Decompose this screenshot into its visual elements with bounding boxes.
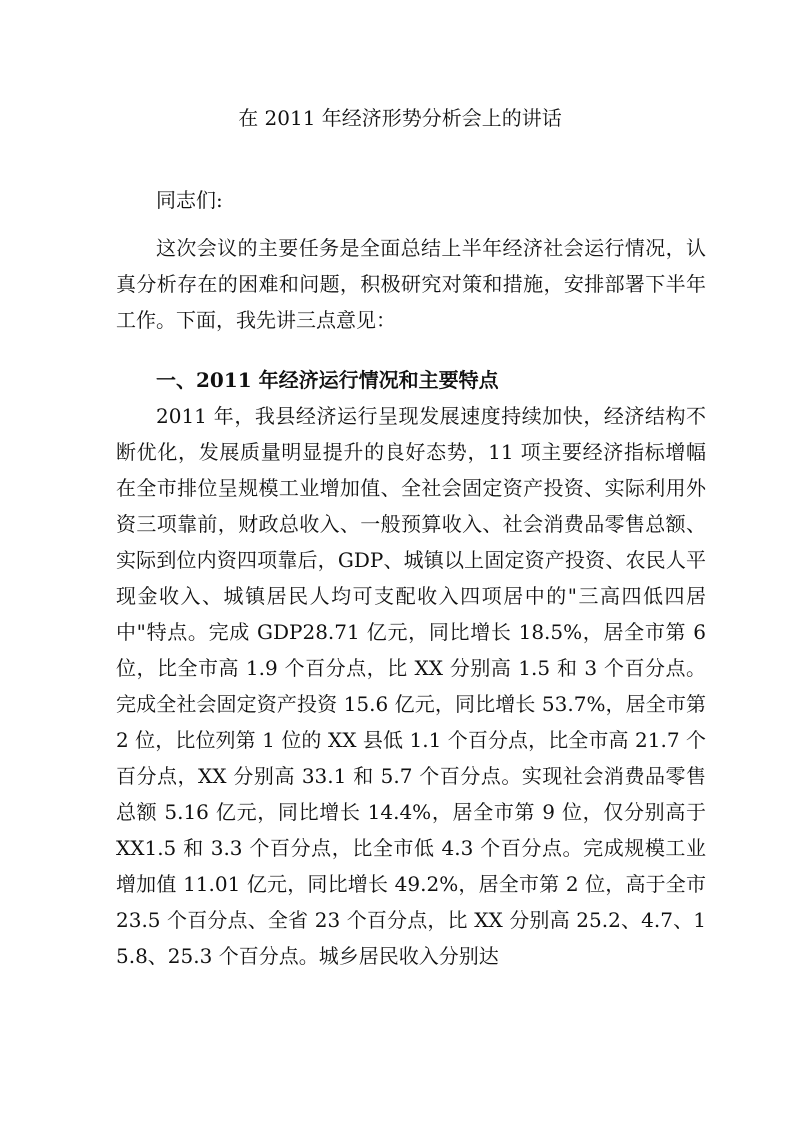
section-heading-1: 一、2011 年经济运行情况和主要特点 [156,368,499,392]
paragraph-intro: 这次会议的主要任务是全面总结上半年经济社会运行情况，认真分析存在的困难和问题，积极研究对策和措施，安排部署下半年工作。下面，我先讲三点意见： [116,236,706,332]
paragraph-economic-overview: 2011 年，我县经济运行呈现发展速度持续加快，经济结构不断优化，发展质量明显提升的良好态势，11 项主要经济指标增幅在全市排位呈规模工业增加值、全社会固定资产投资、实际利用外资三项靠前，财政总收入、一般预算收入、社会消费品零售总额、实际到位内资四项靠后，GDP、城镇以上固定资产投资、农民人平现金收入、城镇居民人均可支配收入四项居中的"三高四低四居中"特点。完成 GDP28.71 亿元，同比增长 18.5%，居全市第 6 位，比全市高 1.9 个百分点，比 XX 分别高 1.5 和 3 个百分点。完成全社会固定资产投资 15.6 亿元，同比增长 53.7%，居全市第 2 位，比位列第 1 位的 XX 县低 1.1 个百分点，比全市高 21.7 个百分点，XX 分别高 33.1 和 5.7 个百分点。实现社会消费品零售总额 5.16 亿元，同比增长 14.4%，居全市第 9 位，仅分别高于 XX1.5 和 3.3 个百分点，比全市低 4.3 个百分点。完成规模工业增加值 11.01 亿元，同比增长 49.2%，居全市第 2 位，高于全市 23.5 个百分点、全省 23 个百分点，比 XX 分别高 25.2、4.7、15.8、25.3 个百分点。城乡居民收入分别达 [116,404,706,968]
greeting: 同志们: [156,188,223,212]
document-title: 在 2011 年经济形势分析会上的讲话 [238,106,562,130]
